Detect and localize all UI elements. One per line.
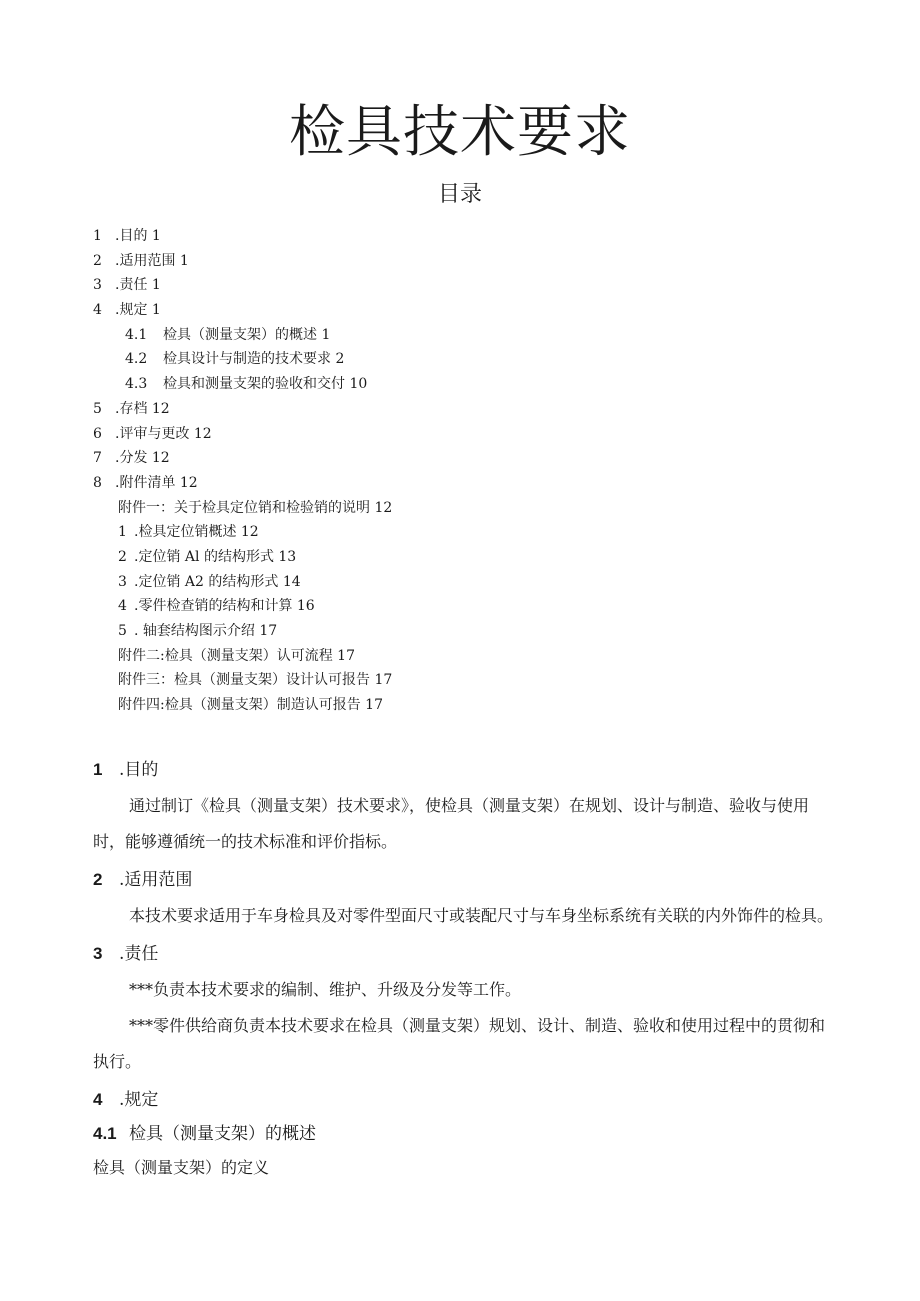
toc-item[interactable]: 2 .定位销 Al 的结构形式 13	[118, 548, 297, 565]
toc-item[interactable]: 4.3 检具和测量支架的验收和交付 10	[125, 376, 368, 393]
section-heading-purpose: 1 .目的	[93, 760, 159, 780]
toc-item[interactable]: 5 .存档 12	[93, 400, 170, 417]
section-heading-responsibility: 3 .责任	[93, 944, 159, 964]
subsection-heading-overview: 4.1 检具（测量支架）的概述	[93, 1124, 316, 1144]
toc-item[interactable]: 附件一：关于检具定位销和检验销的说明 12	[118, 499, 393, 516]
section-paragraph: 通过制订《检具（测量支架）技术要求》，使检具（测量支架）在规划、设计与制造、验收与使用时，能够遵循统一的技术标准和评价指标。	[93, 796, 810, 851]
section-paragraph: 检具（测量支架）的定义	[93, 1158, 270, 1177]
toc-item[interactable]: 4 .规定 1	[93, 302, 161, 319]
section-paragraph: ***负责本技术要求的编制、维护、升级及分发等工作。	[129, 980, 522, 999]
table-of-contents	[93, 224, 392, 718]
toc-item[interactable]: 附件二:检具（测量支架）认可流程 17	[118, 647, 355, 664]
toc-item[interactable]: 8 .附件清单 12	[93, 474, 198, 491]
toc-item[interactable]: 1 .检具定位销概述 12	[118, 524, 259, 541]
toc-item[interactable]: 附件四:检具（测量支架）制造认可报告 17	[118, 697, 383, 714]
section-heading-scope: 2 .适用范围	[93, 870, 193, 890]
toc-item[interactable]: 4.1 检具（测量支架）的概述 1	[125, 326, 331, 343]
toc-item[interactable]: 3 .定位销 A2 的结构形式 14	[118, 573, 301, 590]
document-title: 检具技术要求	[289, 100, 631, 165]
toc-item[interactable]: 附件三：检具（测量支架）设计认可报告 17	[118, 672, 393, 689]
section-paragraph: ***零件供给商负责本技术要求在检具（测量支架）规划、设计、制造、验收和使用过程中的贯彻和执行。	[93, 1016, 826, 1071]
toc-item[interactable]: 4 .零件检查销的结构和计算 16	[118, 598, 315, 615]
toc-heading: 目录	[437, 182, 482, 207]
toc-item[interactable]: 4.2 检具设计与制造的技术要求 2	[125, 351, 345, 368]
toc-item[interactable]: 5 . 轴套结构图示介绍 17	[118, 623, 278, 639]
toc-item[interactable]: 1 .目的 1	[93, 228, 161, 244]
toc-item[interactable]: 2 .适用范围 1	[93, 252, 189, 269]
document-body	[93, 756, 833, 1184]
toc-item[interactable]: 6 .评审与更改 12	[93, 425, 212, 442]
toc-item[interactable]: 3 .责任 1	[93, 277, 161, 294]
section-heading-regulations: 4 .规定	[93, 1090, 159, 1110]
toc-item[interactable]: 7 .分发 12	[93, 450, 170, 467]
section-paragraph: 本技术要求适用于车身检具及对零件型面尺寸或装配尺寸与车身坐标系统有关联的内外饰件的检具。	[129, 906, 834, 925]
